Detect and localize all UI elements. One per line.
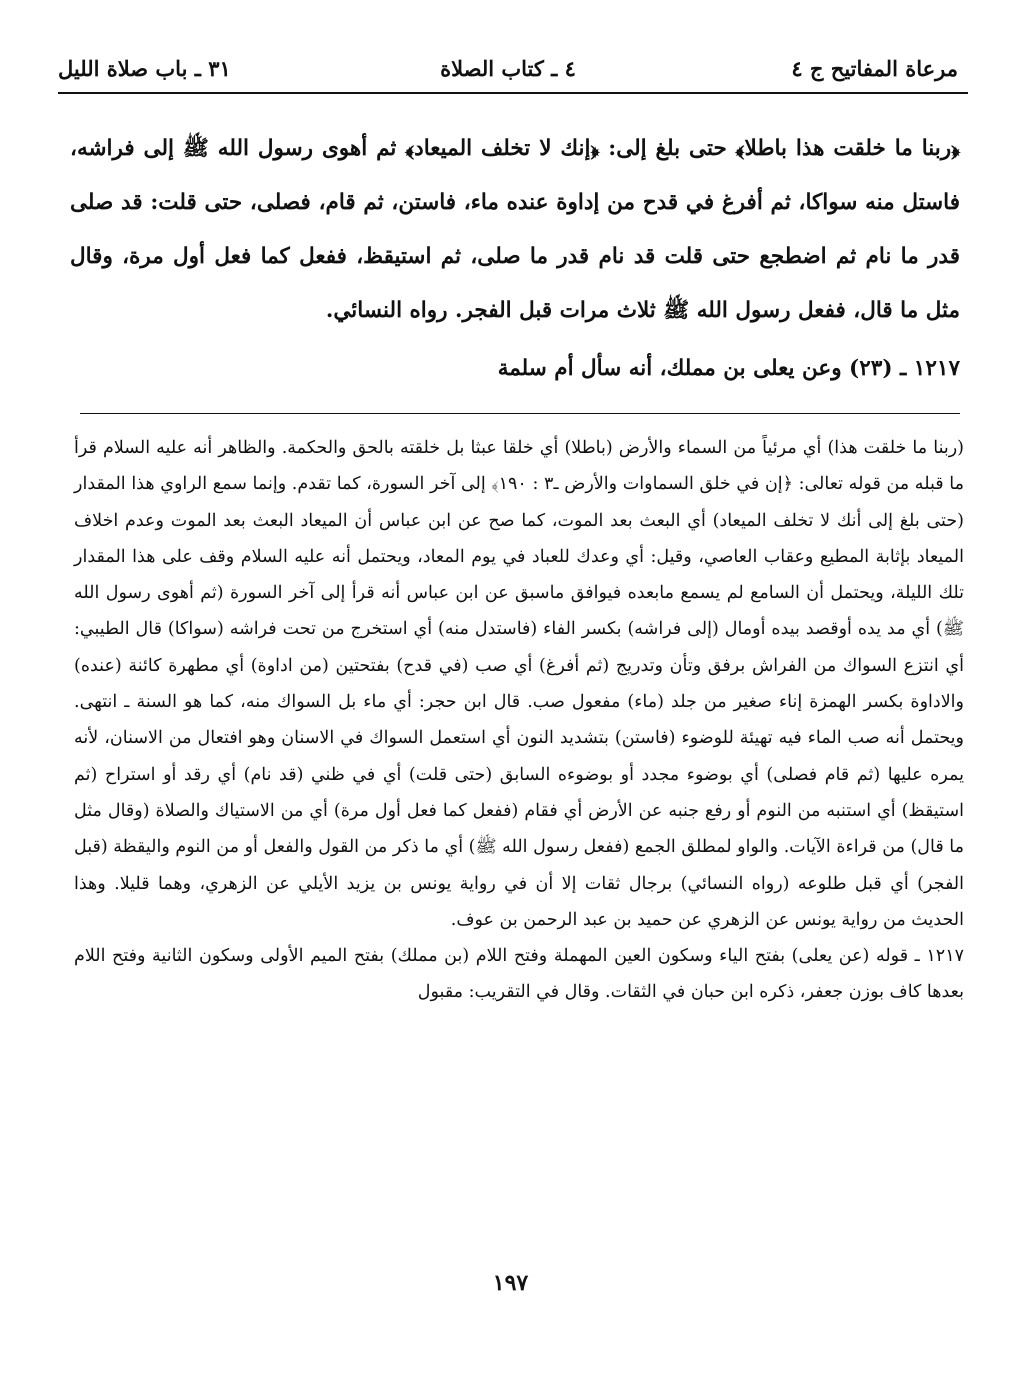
commentary-divider bbox=[80, 413, 960, 414]
book-volume-title: مرعاة المفاتيح ج ٤ bbox=[791, 56, 958, 81]
hadith-text: ﴿ربنا ما خلقت هذا باطلا﴾ حتى بلغ إلى: ﴿إنك لا تخلف الميعاد﴾ ثم أهوى رسول الله ﷺ إلى فراشه، فاستل منه سواكا، ثم أفرغ في قدح من إداوة عنده ماء، فاستن، ثم قام، فصلى، حتى قلت: قد صلى قدر ما نام ثم اضطجع حتى قلت قد نام قدر ما صلى، ثم استيقظ، ففعل كما فعل أول مرة، وقال مثل ما قال، ففعل رسول الله ﷺ ثلاث مرات قبل الفجر. رواه النسائي. bbox=[70, 136, 960, 323]
commentary-block bbox=[74, 430, 964, 1011]
chapter-title: ٤ ـ كتاب الصلاة bbox=[440, 56, 576, 81]
commentary-paragraph: ١٢١٧ ـ قوله (عن يعلى) بفتح الياء وسكون العين المهملة وفتح اللام (بن مملك) بفتح الميم الأولى وسكون الثانية وفتح اللام بعدها كاف بوزن جعفر، ذكره ابن حبان في الثقات. وقال في التقريب: مقبول bbox=[74, 946, 964, 1003]
running-header bbox=[58, 52, 958, 92]
section-title: ٣١ ـ باب صلاة الليل bbox=[58, 56, 231, 81]
commentary-paragraph: (ربنا ما خلقت هذا) أي مرئياً من السماء والأرض (باطلا) أي خلقا عبثا بل خلقته بالحق والحكمة. والظاهر أنه عليه السلام قرأ ما قبله من قوله تعالى: ﴿إن في خلق السماوات والأرض ـ٣ : ١٩٠﴾ إلى آخر السورة، كما تقدم. وإنما سمع الراوي هذا المقدار (حتى بلغ إلى أنك لا تخلف الميعاد) أي البعث بعد الموت، كما صح عن ابن عباس أن الميعاد البعث بعد الموت وعدم اخلاف الميعاد بإثابة المطيع وعقاب العاصي، وقيل: أي وعدك للعباد في يوم المعاد، ويحتمل أنه عليه السلام وقف على هذا المقدار تلك الليلة، ويحتمل أن السامع لم يسمع مابعده فيوافق ماسبق عن ابن عباس أنه قرأ إلى آخر السورة (ثم أهوى رسول الله ﷺ) أي مد يده أوقصد بيده أومال (إلى فراشه) بكسر الفاء (فاستدل منه) أي استخرج من تحت فراشه (سواكا) قال الطيبي: أي انتزع السواك من الفراش برفق وتأن وتدريج (ثم أفرغ) أي صب (في قدح) بفتحتين (من اداوة) أي مطهرة كائنة (عنده) والاداوة بكسر الهمزة إناء صغير من جلد (ماء) مفعول صب. قال ابن حجر: أي ماء بل السواك منه، كما هو السنة ـ انتهى. ويحتمل أنه صب الماء فيه تهيئة للوضوء (فاستن) بتشديد النون أي استعمل السواك في الاسنان وهو افتعال من الاسنان، لأنه يمره عليها (ثم قام فصلى) أي بوضوء مجدد أو بوضوءه السابق (حتى قلت) أي في ظني (قد نام) أي رقد أو استراح (ثم استيقظ) أي استنبه من النوم أو رفع جنبه عن الأرض أي فقام (ففعل كما فعل أول مرة) أي من الاستياك والصلاة (وقال مثل ما قال) من قراءة الآيات. والواو لمطلق الجمع (ففعل رسول الله ﷺ) أي ما ذكر من القول والفعل أو من النوم واليقظة (قبل الفجر) أي قبل طلوعه (رواه النسائي) برجال ثقات إلا أن في رواية يونس بن يزيد الأيلي عن الزهري، وهما قليلا. وهذا الحديث من رواية يونس عن الزهري عن حميد بن عبد الرحمن بن عوف. bbox=[74, 438, 964, 930]
next-hadith-opening: ١٢١٧ ـ (٢٣) وعن يعلى بن مملك، أنه سأل أم سلمة bbox=[497, 356, 960, 381]
page-number: ١٩٧ bbox=[492, 1270, 529, 1296]
header-divider bbox=[58, 92, 968, 94]
hadith-text-block bbox=[70, 122, 960, 396]
